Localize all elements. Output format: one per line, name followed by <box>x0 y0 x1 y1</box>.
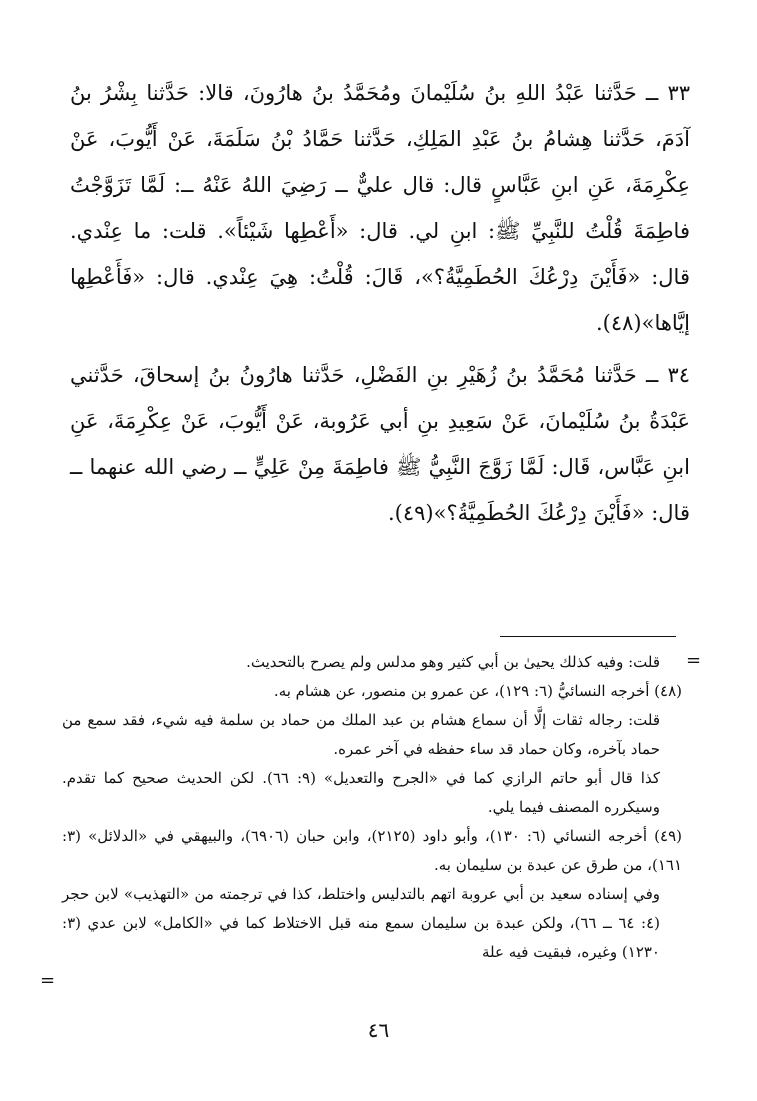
footnote-49-note: وفي إسناده سعيد بن أبي عروبة اتهم بالتدليس واختلط، كذا في ترجمته من «التهذيب» لابن حجر (٤: ٦٤ ــ ٦٦)، ولكن عبدة بن سليمان سمع منه قبل الاختلاط كما في «الكامل» لابن عدي (٣: ١٢٣٠) وغيره، فبقيت فيه علة <box>62 885 660 961</box>
continues-marker: = <box>40 970 56 991</box>
main-text <box>70 70 690 542</box>
footnote-48: (٤٨) أخرجه النسائيُّ (٦: ١٢٩)، عن عمرو بن منصور، عن هشام به. <box>273 682 682 700</box>
footnote-48-note: قلت: رجاله ثقات إلَّا أن سماع هشام بن عبد الملك من حماد بن سلمة فيه شيء، فقد سمع من حماد بآخره، وكان حماد قد ساء حفظه في آخر عمره. <box>62 711 660 758</box>
hadith-33: ٣٣ ــ حَدَّثنا عَبْدُ اللهِ بنُ سُلَيْمانَ ومُحَمَّدُ بنُ هارُونَ، قالا: حَدَّثنا بِشْرُ بنُ آدَمَ، حَدَّثنا هِشامُ بنُ عَبْدِ المَلِكِ، حَدَّثنا حَمَّادُ بْنُ سَلَمَةَ، عَنْ أَيُّوبَ، عَنْ عِكْرِمَةَ، عَنِ ابنِ عَبَّاسٍ قال: قال عليٌّ ــ رَضِيَ اللهُ عَنْهُ ــ: لَمَّا تَزَوَّجْتُ فاطِمَةَ قُلْتُ للنَّبِيِّ ﷺ: ابنِ لي. قال: «أَعْطِها شَيْئاً». قلت: ما عِنْدي. قال: «فَأَيْنَ دِرْعُكَ الحُطَمِيَّةُ؟»، قَالَ: قُلْتُ: هِيَ عِنْدي. قال: «فَأَعْطِها إيَّاها»(٤٨). <box>70 81 690 335</box>
footnote-49: (٤٩) أخرجه النسائي (٦: ١٣٠)، وأبو داود (٢١٢٥)، وابن حبان (٦٩٠٦)، والبيهقي في «الدلائل» (٣: ١٦١)، من طرق عن عبدة بن سليمان به. <box>62 827 682 874</box>
continued-marker: = <box>686 650 702 671</box>
footnote-continuation: قلت: وفيه كذلك يحيىٰ بن أبي كثير وهو مدلس ولم يصرح بالتحديث. <box>246 653 660 671</box>
footnote-separator <box>500 636 676 637</box>
footnote-48-note-2: كذا قال أبو حاتم الرازي كما في «الجرح والتعديل» (٩: ٦٦). لكن الحديث صحيح كما تقدم. وسيكرره المصنف فيما يلي. <box>62 769 660 816</box>
footnotes <box>62 648 682 967</box>
hadith-34: ٣٤ ــ حَدَّثنا مُحَمَّدُ بنُ زُهَيْرِ بنِ الفَضْلِ، حَدَّثنا هارُونُ بنُ إسحاقَ، حَدَّثني عَبْدَةُ بنُ سُلَيْمانَ، عَنْ سَعِيدِ بنِ أبي عَرُوبة، عَنْ أَيُّوبَ، عَنْ عِكْرِمَةَ، عَنِ ابنِ عَبَّاس، قَال: لَمَّا زَوَّجَ النَّبِيُّ ﷺ فاطِمَةَ مِنْ عَلِيٍّ ــ رضي الله عنهما ــ قال: «فَأَيْنَ دِرْعُكَ الحُطَمِيَّةُ؟»(٤٩). <box>70 363 690 525</box>
page-number: ٤٦ <box>367 1018 390 1042</box>
